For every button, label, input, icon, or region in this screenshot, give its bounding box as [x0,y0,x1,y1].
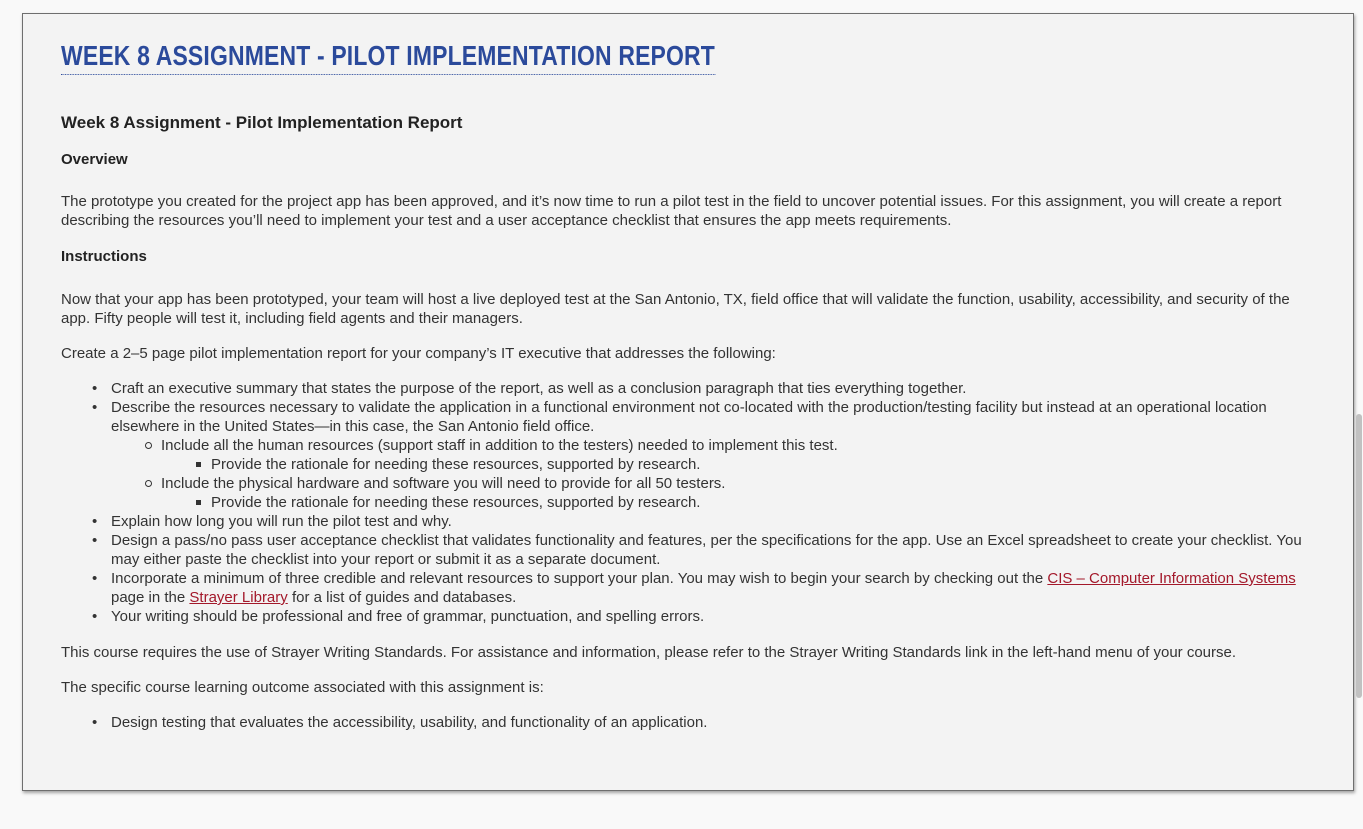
instructions-heading: Instructions [61,248,147,265]
assignment-content [61,40,1311,732]
list-item: • Your writing should be professional and free of grammar, punctuation, and spelling errors. [61,607,1311,626]
assignment-panel [22,13,1354,791]
requirements-list [61,379,1311,626]
instructions-create: Create a 2–5 page pilot implementation report for your company’s IT executive that addresses the following: [61,345,776,362]
outcome-intro: The specific course learning outcome associated with this assignment is: [61,679,544,696]
sub-sub-list [161,455,1311,474]
page-scrollbar[interactable] [1354,0,1363,829]
list-item: Provide the rationale for needing these resources, supported by research. [161,493,1311,512]
strayer-library-link[interactable]: Strayer Library [189,589,288,606]
page-title: WEEK 8 ASSIGNMENT - PILOT IMPLEMENTATION REPORT [61,40,715,75]
list-item: • Describe the resources necessary to validate the application in a functional environment not co-located with the production/testing facility but instead at an operational location elsewhere in the United States—in this case, the San Antonio field office. Include all the human resources (support staff in addition to the testers) needed to implement this test. Provide the rationale for needing these resources, supported by research. Include the physical hardware and software you will need to provide for all 50 testers. Provide the rationale for needing these resources, supported by research. [61,398,1311,512]
writing-standards-text: This course requires the use of Strayer Writing Standards. For assistance and information, please refer to the Strayer Writing Standards link in the left-hand menu of your course. [61,644,1237,661]
overview-text: The prototype you created for the project app has been approved, and it’s now time to run a pilot test in the field to uncover potential issues. For this assignment, you will create a report describing the resources you’ll need to implement your test and a user acceptance checklist that ensures the app meets requirements. [61,193,1282,229]
scrollbar-thumb[interactable] [1356,414,1362,698]
list-item: • Design testing that evaluates the accessibility, usability, and functionality of an application. [61,713,1311,732]
list-item: Include the physical hardware and software you will need to provide for all 50 testers. Provide the rationale for needing these resources, supported by research. [111,474,1311,512]
assignment-subtitle: Week 8 Assignment - Pilot Implementation Report [61,113,463,132]
overview-heading: Overview [61,151,128,168]
sub-sub-list [161,493,1311,512]
list-item: • Explain how long you will run the pilot test and why. [61,512,1311,531]
list-item: • Design a pass/no pass user acceptance checklist that validates functionality and features, per the specifications for the app. Use an Excel spreadsheet to create your checklist. You may either paste the checklist into your report or submit it as a separate document. [61,531,1311,569]
instructions-intro: Now that your app has been prototyped, your team will host a live deployed test at the San Antonio, TX, field office that will validate the function, usability, accessibility, and security of the app. Fifty people will test it, including field agents and their managers. [61,291,1290,327]
sub-list [111,436,1311,512]
list-item: Provide the rationale for needing these resources, supported by research. [161,455,1311,474]
cis-library-link[interactable]: CIS – Computer Information Systems [1047,570,1296,587]
list-item: • Craft an executive summary that states the purpose of the report, as well as a conclusion paragraph that ties everything together. [61,379,1311,398]
list-item: Include all the human resources (support staff in addition to the testers) needed to implement this test. Provide the rationale for needing these resources, supported by research. [111,436,1311,474]
outcome-list [61,713,1311,732]
list-item: • Incorporate a minimum of three credible and relevant resources to support your plan. You may wish to begin your search by checking out the CIS – Computer Information Systems page in the Strayer Library for a list of guides and databases. [61,569,1311,607]
